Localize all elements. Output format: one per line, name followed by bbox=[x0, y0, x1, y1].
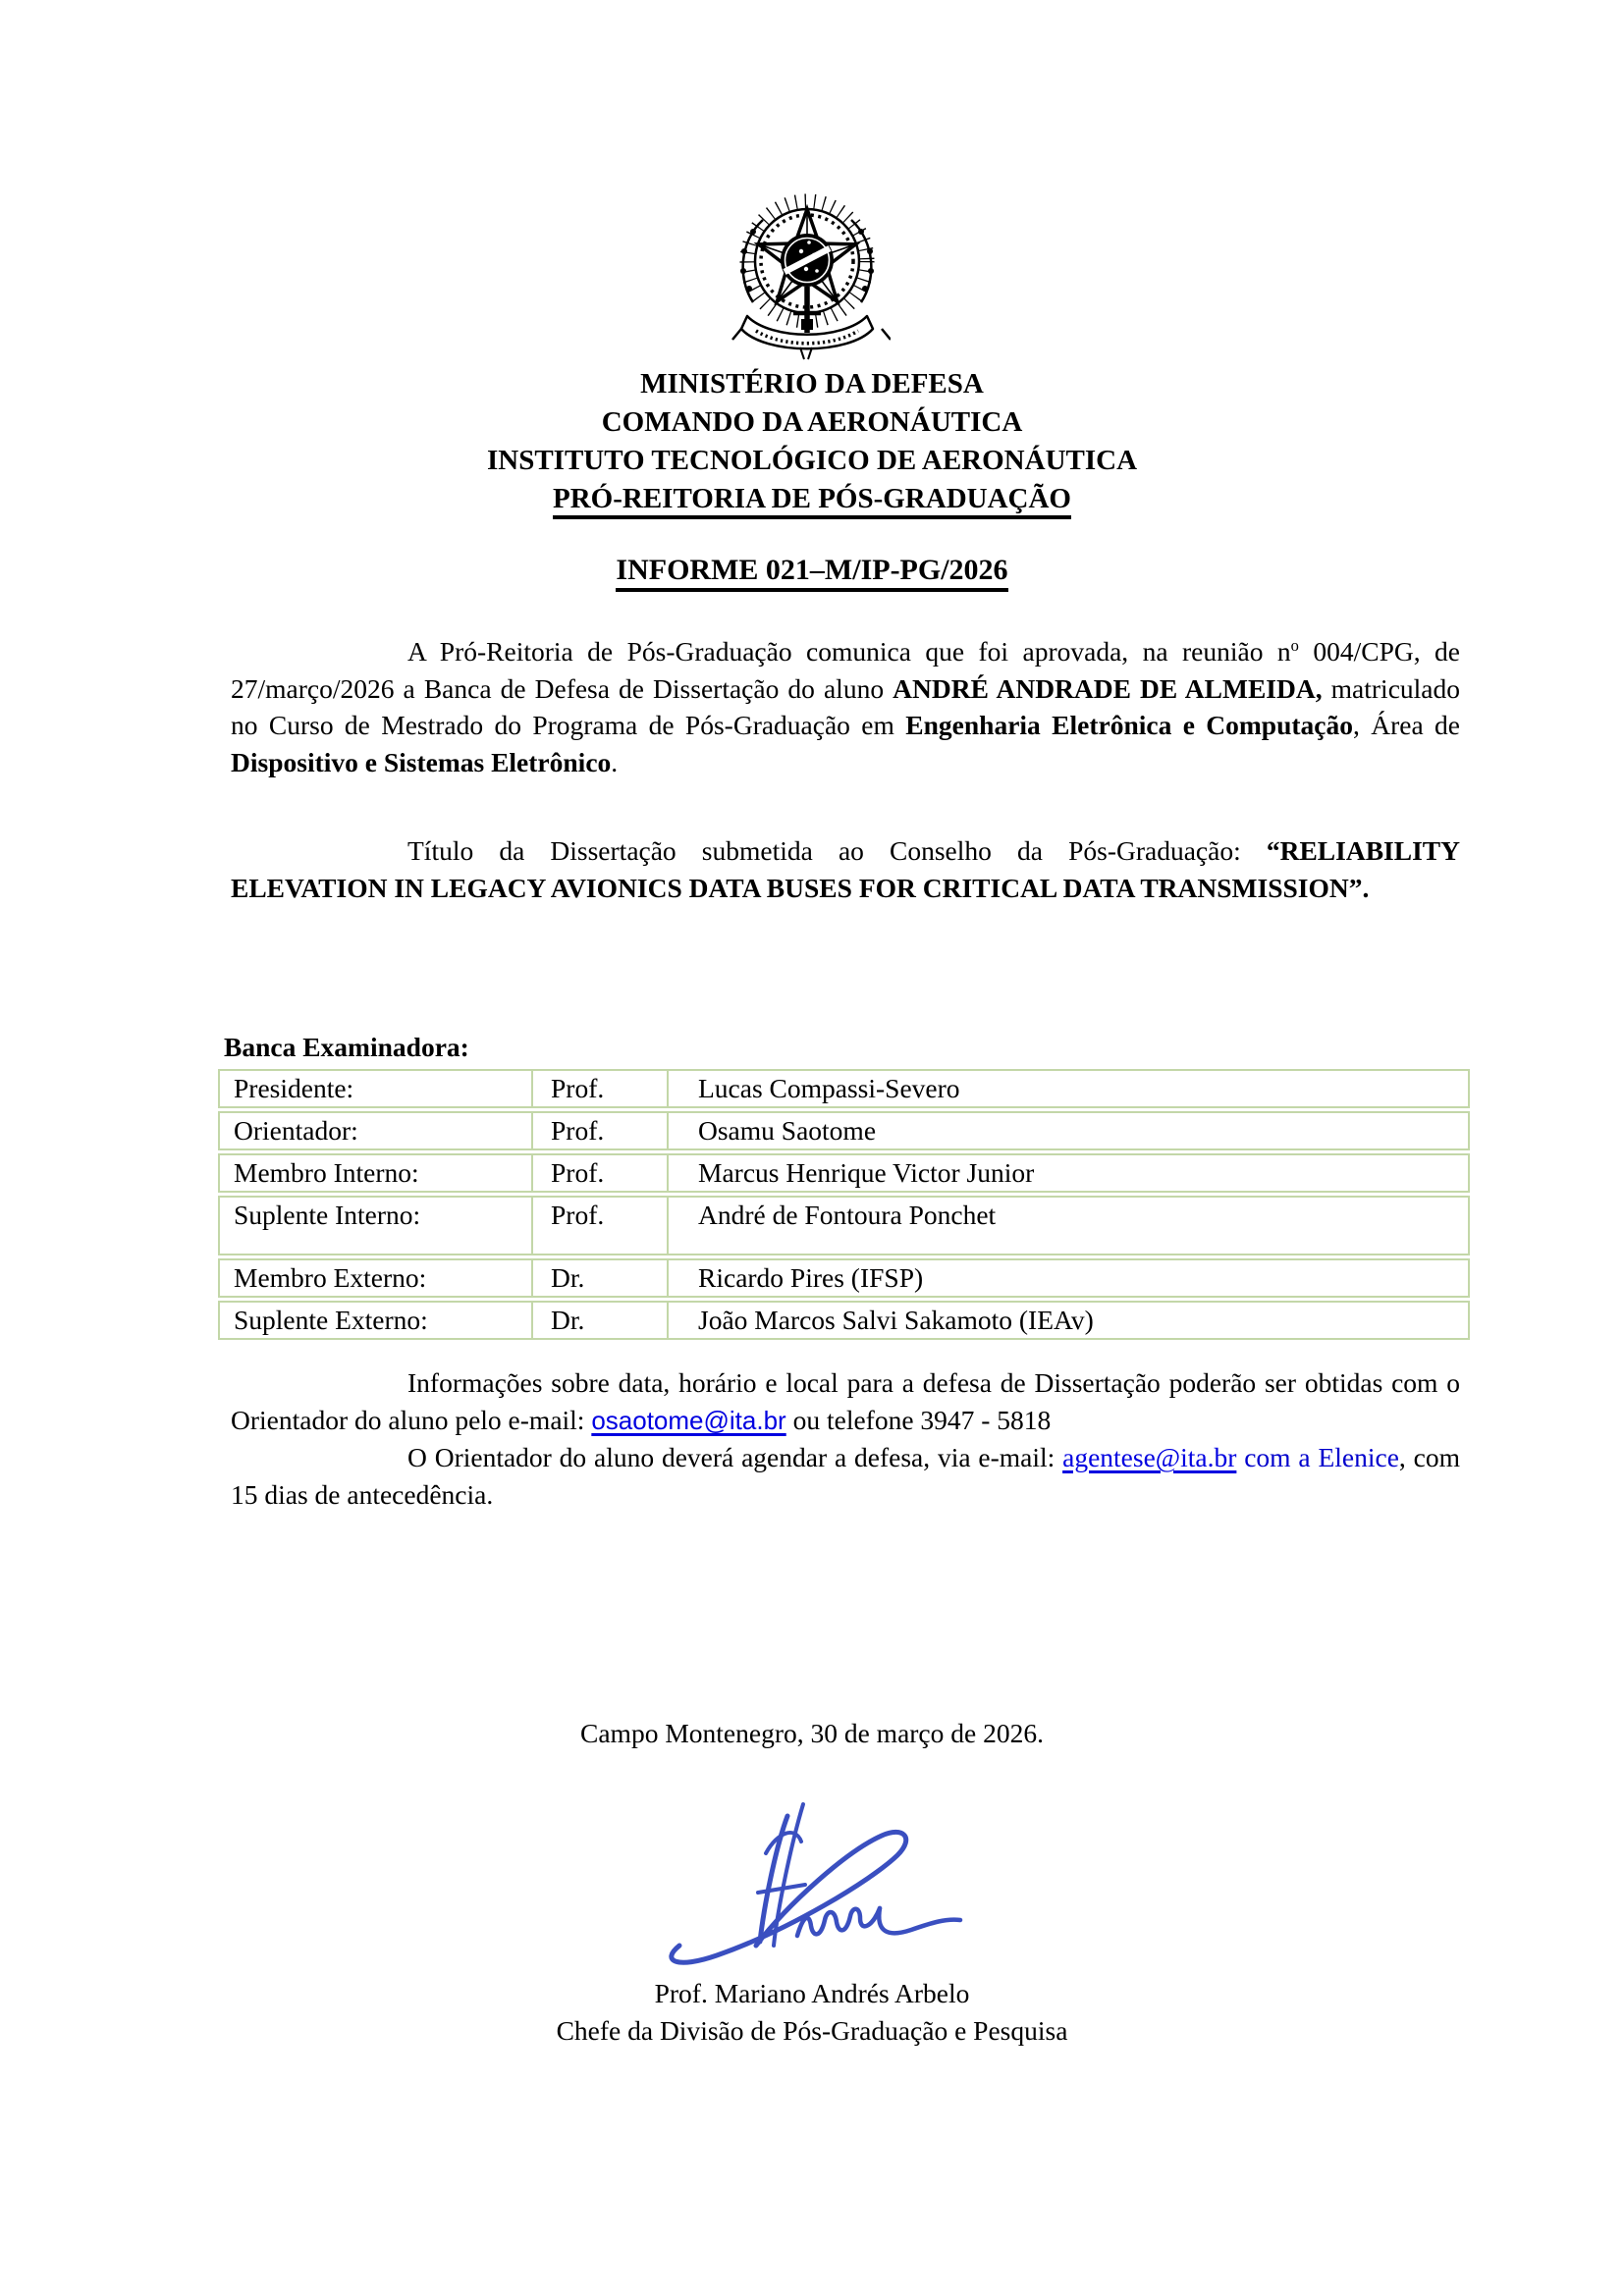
org-line-institute bbox=[0, 442, 1624, 480]
banca-name: João Marcos Salvi Sakamoto (IEAv) bbox=[669, 1301, 1470, 1340]
banca-role: Orientador: bbox=[218, 1111, 533, 1150]
banca-examinadora-table bbox=[218, 1066, 1470, 1343]
banca-name: Osamu Saotome bbox=[669, 1111, 1470, 1150]
banca-title: Prof. bbox=[533, 1153, 669, 1193]
text-run: . bbox=[611, 746, 619, 777]
email-link[interactable]: agentese@ita.br bbox=[1062, 1442, 1237, 1473]
text-run: Dispositivo e Sistemas Eletrônico bbox=[231, 746, 612, 777]
text-run: matriculado no Curso de Mestrado do Programa de Pós-Graduação em bbox=[231, 672, 1460, 741]
email-link[interactable]: osaotome@ita.br bbox=[591, 1405, 786, 1435]
text-run: Título da Dissertação submetida ao Conselho da Pós-Graduação: bbox=[407, 835, 1267, 866]
banca-title: Dr. bbox=[533, 1301, 669, 1340]
banca-title: Prof. bbox=[533, 1196, 669, 1255]
banca-title: Dr. bbox=[533, 1258, 669, 1298]
banca-title: Prof. bbox=[533, 1069, 669, 1108]
table-row bbox=[218, 1301, 1470, 1340]
banca-role: Suplente Interno: bbox=[218, 1196, 533, 1255]
document-number-text: INFORME 021–M/IP-PG/2026 bbox=[616, 554, 1007, 592]
table-row bbox=[218, 1196, 1470, 1255]
table-row bbox=[218, 1069, 1470, 1108]
banca-name: Marcus Henrique Victor Junior bbox=[669, 1153, 1470, 1193]
paragraph-approval bbox=[231, 633, 1460, 780]
paragraph-contact-info bbox=[231, 1364, 1460, 1439]
banca-title: Prof. bbox=[533, 1111, 669, 1150]
signature bbox=[640, 1798, 974, 1975]
text-run: , com 15 dias de antecedência. bbox=[231, 1442, 1460, 1510]
banca-name: André de Fontoura Ponchet bbox=[669, 1196, 1470, 1255]
text-run: ou telefone 3947 - 5818 bbox=[785, 1404, 1052, 1435]
signer-role: Chefe da Divisão de Pós-Graduação e Pesquisa bbox=[556, 2015, 1068, 2046]
text-run: , Área de bbox=[1353, 710, 1461, 741]
paragraph-dissertation-title bbox=[231, 832, 1460, 906]
dateline: Campo Montenegro, 30 de março de 2026. bbox=[580, 1718, 1044, 1748]
text-run: com a Elenice bbox=[1236, 1442, 1399, 1473]
text-run: O Orientador do aluno deverá agendar a defesa, via e-mail: bbox=[407, 1442, 1063, 1473]
banca-examinadora-label: Banca Examinadora: bbox=[224, 1032, 469, 1062]
contact-paragraphs bbox=[231, 1364, 1460, 1513]
text-run: ANDRÉ ANDRADE DE ALMEIDA, bbox=[893, 672, 1323, 704]
banca-role: Suplente Externo: bbox=[218, 1301, 533, 1340]
org-line-text: MINISTÉRIO DA DEFESA bbox=[640, 368, 984, 400]
org-line-prorectory bbox=[0, 480, 1624, 518]
text-run: o bbox=[1290, 635, 1299, 655]
org-line-ministry bbox=[0, 365, 1624, 403]
letterhead bbox=[0, 365, 1624, 518]
document-number bbox=[0, 551, 1624, 589]
signer-name: Prof. Mariano Andrés Arbelo bbox=[654, 1978, 970, 2008]
text-run: A Pró-Reitoria de Pós-Graduação comunica que foi aprovada, na reunião n bbox=[407, 636, 1291, 667]
banca-name: Lucas Compassi-Severo bbox=[669, 1069, 1470, 1108]
banca-name: Ricardo Pires (IFSP) bbox=[669, 1258, 1470, 1298]
org-line-text: COMANDO DA AERONÁUTICA bbox=[601, 406, 1023, 438]
table-row bbox=[218, 1111, 1470, 1150]
banca-role: Presidente: bbox=[218, 1069, 533, 1108]
banca-role: Membro Interno: bbox=[218, 1153, 533, 1193]
text-run: Informações sobre data, horário e local para a defesa de Dissertação poderão ser obtidas com o Orientador do aluno pelo e-mail: bbox=[231, 1367, 1460, 1435]
text-run: “RELIABILITY ELEVATION IN LEGACY AVIONICS DATA BUSES FOR CRITICAL DATA TRANSMISSION”. bbox=[231, 835, 1460, 903]
text-run: 004/CPG, de 27/março/2026 a Banca de Defesa de Dissertação do aluno bbox=[231, 636, 1461, 704]
org-line-command bbox=[0, 403, 1624, 442]
brazil-coat-of-arms-icon bbox=[724, 183, 891, 371]
text-run: Engenharia Eletrônica e Computação bbox=[905, 710, 1354, 741]
org-line-text: INSTITUTO TECNOLÓGICO DE AERONÁUTICA bbox=[486, 445, 1138, 476]
table-row bbox=[218, 1258, 1470, 1298]
paragraph-scheduling bbox=[231, 1439, 1460, 1513]
table-row bbox=[218, 1153, 1470, 1193]
banca-role: Membro Externo: bbox=[218, 1258, 533, 1298]
signer-block bbox=[0, 1975, 1624, 2050]
org-line-text: PRÓ-REITORIA DE PÓS-GRADUAÇÃO bbox=[553, 483, 1071, 519]
